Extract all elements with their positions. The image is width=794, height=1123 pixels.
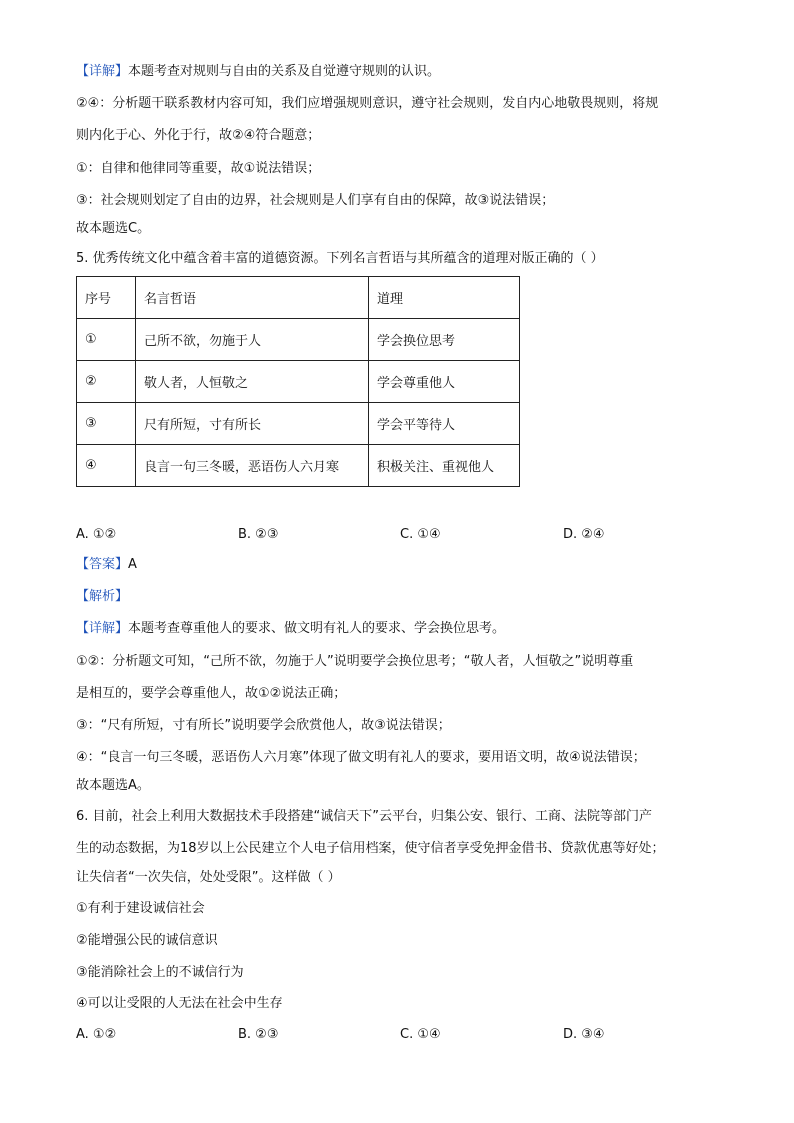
option-line: ①有利于建设诚信社会 xyxy=(76,901,205,916)
question-5-choices xyxy=(76,526,736,544)
table-header-cell: 道理 xyxy=(369,277,520,319)
answer-line xyxy=(76,556,137,574)
table-row xyxy=(77,445,520,487)
explanation-line: ③：社会规则划定了自由的边界，社会规则是人们享有自由的保障，故③说法错误； xyxy=(76,193,555,208)
option-line: ④可以让受限的人无法在社会中生存 xyxy=(76,996,283,1011)
question-6-stem: 让失信者“一次失信，处处受限”。这样做（ ） xyxy=(76,870,341,885)
conclusion-line: 故本题选C。 xyxy=(76,221,151,236)
table-cell: 良言一句三冬暖，恶语伤人六月寒 xyxy=(136,445,369,487)
choice-a: A. ①② xyxy=(76,527,117,542)
table-cell: 学会换位思考 xyxy=(369,319,520,361)
choice-d: D. ②④ xyxy=(563,527,605,542)
explanation-line: 是相互的，要学会尊重他人，故①②说法正确； xyxy=(76,686,347,701)
table-cell: 尺有所短，寸有所长 xyxy=(136,403,369,445)
table-cell: 己所不欲，勿施于人 xyxy=(136,319,369,361)
table-row xyxy=(77,403,520,445)
detail-tag: 【详解】 xyxy=(76,64,129,79)
question-6-stem: 生的动态数据，为18岁以上公民建立个人电子信用档案，使守信者享受免押金借书、贷款优惠等好处； xyxy=(76,841,665,856)
explanation-line: ④：“良言一句三冬暖，恶语伤人六月寒”体现了做文明有礼人的要求，要用语文明，故④说法错误； xyxy=(76,750,646,765)
option-line: ③能消除社会上的不诚信行为 xyxy=(76,965,244,980)
question-6-choices xyxy=(76,1026,736,1044)
explanation-line: 则内化于心、外化于行，故②④符合题意； xyxy=(76,128,321,143)
table-cell: 学会平等待人 xyxy=(369,403,520,445)
explanation-line: ②④：分析题干联系教材内容可知，我们应增强规则意识，遵守社会规则，发自内心地敬畏规则，将规 xyxy=(76,96,659,111)
table-row xyxy=(77,361,520,403)
choice-d: D. ③④ xyxy=(563,1027,605,1042)
table-row xyxy=(77,319,520,361)
explanation-line: ③：“尺有所短，寸有所长”说明要学会欣赏他人，故③说法错误； xyxy=(76,718,451,733)
detail-line xyxy=(76,63,440,81)
question-6-stem: 6. 目前，社会上利用大数据技术手段搭建“诚信天下”云平台，归集公安、银行、工商、法院等部门产 xyxy=(76,809,653,824)
table-header-cell: 名言哲语 xyxy=(136,277,369,319)
detail-text: 本题考查对规则与自由的关系及自觉遵守规则的认识。 xyxy=(128,64,441,79)
detail-tag: 【详解】 xyxy=(76,621,129,636)
table-cell: ③ xyxy=(77,403,136,445)
analysis-tag: 【解析】 xyxy=(76,589,129,604)
choice-a: A. ①② xyxy=(76,1027,117,1042)
choice-c: C. ①④ xyxy=(400,527,441,542)
table-cell: ④ xyxy=(77,445,136,487)
table-cell: 积极关注、重视他人 xyxy=(369,445,520,487)
explanation-line: ①②：分析题文可知，“己所不欲，勿施于人”说明要学会换位思考；“敬人者，人恒敬之”说明尊重 xyxy=(76,654,634,669)
choice-b: B. ②③ xyxy=(238,1027,279,1042)
option-line: ②能增强公民的诚信意识 xyxy=(76,933,218,948)
table-header-row xyxy=(77,277,520,319)
choice-c: C. ①④ xyxy=(400,1027,441,1042)
explanation-line: ①：自律和他律同等重要，故①说法错误； xyxy=(76,161,321,176)
detail-text: 本题考查尊重他人的要求、做文明有礼人的要求、学会换位思考。 xyxy=(128,621,506,636)
answer-tag: 【答案】 xyxy=(76,557,129,572)
question-5-table xyxy=(76,276,520,487)
answer-value: A xyxy=(128,557,137,572)
table-cell: ① xyxy=(77,319,136,361)
detail-line xyxy=(76,620,505,638)
conclusion-line: 故本题选A。 xyxy=(76,778,150,793)
table-header-cell: 序号 xyxy=(77,277,136,319)
table-cell: 学会尊重他人 xyxy=(369,361,520,403)
analysis-line xyxy=(76,588,128,606)
question-5-stem: 5. 优秀传统文化中蕴含着丰富的道德资源。下列名言哲语与其所蕴含的道理对版正确的（ ） xyxy=(76,251,604,266)
choice-b: B. ②③ xyxy=(238,527,279,542)
table-cell: ② xyxy=(77,361,136,403)
table-cell: 敬人者，人恒敬之 xyxy=(136,361,369,403)
